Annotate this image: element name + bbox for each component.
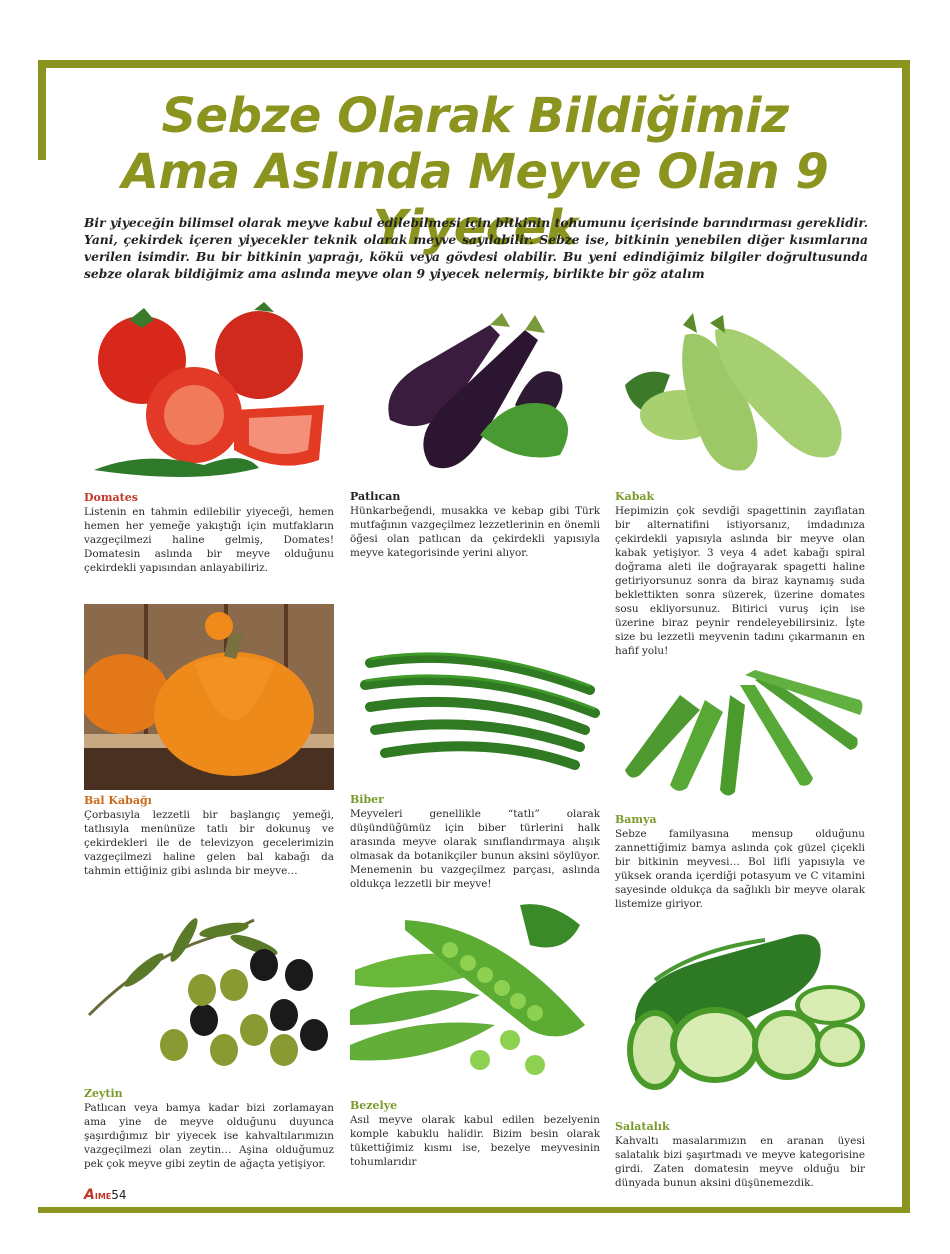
item-title-bal-kabagi: Bal Kabağı bbox=[84, 794, 152, 807]
eggplant-image bbox=[350, 305, 600, 480]
item-title-salatalik: Salatalık bbox=[615, 1120, 670, 1133]
item-text-biber: Meyveleri genellikle “tatlı” olarak düşündüğümüz için biber türlerini halk arasında meyve olarak sınıflandırmaya alışık olmasak da botanikçiler bunun aksini söylüyor. Menemenin bu vazgeçilmez parçası, aslında oldukça lezzetli bir meyve! bbox=[350, 808, 600, 890]
intro-paragraph: Bir yiyeceğin bilimsel olarak meyve kabul edilebilmesi için bitkinin tohumunu içerisinde barındırması gereklidir. Yani, çekirdek içeren yiyecekler teknik olarak meyve sayılabilir. Sebze ise, bitkinin yenebilen diğer kısımlarına verilen isimdir. Bu bir bitkinin yaprağı, kökü veya gövdesi olabilir. Bu yeni edindiğimiz bilgiler doğrultusunda sebze olarak bildiğimiz ama aslında meyve olan 9 yiyecek nelermiş, birlikte bir göz atalım bbox=[84, 215, 868, 281]
pepper-image bbox=[350, 635, 600, 780]
cucumber-image bbox=[615, 920, 865, 1095]
page-title-line-1: Sebze Olarak Bildiğimiz bbox=[161, 88, 789, 144]
item-title-biber: Biber bbox=[350, 793, 384, 806]
item-text-bamya: Sebze familyasına mensup olduğunu zannettiğimiz bamya aslında çok güzel çiçekli bir bitkinin meyvesi… Bol lifli yapısıyla ve yüksek oranda içerdiği potasyum ve C vitamini sayesinde oldukça da sağlıklı bir meyve olarak listemize giriyor. bbox=[615, 828, 865, 910]
logo-letter: A bbox=[84, 1187, 95, 1203]
footer-logo bbox=[84, 1187, 127, 1203]
olive-image bbox=[84, 900, 334, 1080]
tomato-image bbox=[84, 300, 334, 485]
page-number: 54 bbox=[111, 1188, 127, 1202]
item-text-domates: Listenin en tahmin edilebilir yiyeceği, hemen hemen her yemeğe yakıştığı için mutfakların vazgeçilmezi haline gelmiş, Domates! Domatesin aslında bir meyve olduğunu çekirdekli yapısından anlayabiliriz. bbox=[84, 506, 334, 574]
peas-image bbox=[350, 895, 600, 1085]
item-text-patlican: Hünkarbeğendi, musakka ve kebap gibi Türk mutfağının vazgeçilmez lezzetlerinin en önemli öğesi olan patlıcan da çekirdekli yapısıyla meyve kategorisinde yerini alıyor. bbox=[350, 505, 600, 559]
item-title-patlican: Patlıcan bbox=[350, 490, 401, 503]
item-text-kabak: Hepimizin çok sevdiği spagettinin zayıflatan bir alternatifini istiyorsanız, imdadınıza çekirdekli yapısıyla aslında bir meyve olan kabak yetişiyor. 3 veya 4 adet kabağı spiral doğrama aleti ile doğrayarak spagetti haline getiriyorsunuz sonra da biraz kaynamış suda beklettikten sonra süzerek, üzerine domates sosu ekliyorsunuz. Bitirici vuruş için ise üzerine biraz peynir rendeleyebilirsiniz. İşte size bu lezzetli meyvenin tadını çıkarmanın en hafif yolu! bbox=[615, 505, 865, 657]
okra-image bbox=[615, 670, 865, 805]
frame-left-border bbox=[38, 60, 46, 160]
frame-top-border bbox=[38, 60, 910, 68]
logo-ime: IME bbox=[94, 1192, 112, 1201]
item-title-zeytin: Zeytin bbox=[84, 1087, 123, 1100]
item-text-zeytin: Patlıcan veya bamya kadar bizi zorlamayan ama yine de meyve olduğunu duyunca şaşırdığımız bir yiyecek ise kahvaltılarımızın vazgeçilmezi olan zeytin… Aşina olduğumuz pek çok meyve gibi zeytin de ağaçta yetişiyor. bbox=[84, 1102, 334, 1170]
item-title-domates: Domates bbox=[84, 491, 138, 504]
item-text-bezelye: Asıl meyve olarak kabul edilen bezelyenin komple kabuklu halidir. Bizim besin olarak tükettiğimiz kısmı ise, bezelye meyvesinin tohumlarıdır bbox=[350, 1114, 600, 1168]
item-text-salatalik: Kahvaltı masalarımızın en aranan üyesi salatalık bizi şaşırtmadı ve meyve kategorisine girdi. Zaten domatesin meyve olduğu bir dünyada bunun aksini düşünemezdik. bbox=[615, 1135, 865, 1189]
item-title-bezelye: Bezelye bbox=[350, 1099, 398, 1112]
page-title-line-2: Ama Aslında Meyve Olan 9 Yiyecek bbox=[121, 144, 829, 256]
item-title-bamya: Bamya bbox=[615, 813, 657, 826]
zucchini-image bbox=[615, 305, 865, 480]
pumpkin-image bbox=[84, 604, 334, 790]
item-text-bal-kabagi: Çorbasıyla lezzetli bir başlangıç yemeği, tatlısıyla menünüze tatlı bir dokunuş ve çekirdekleri ile de televizyon gecelerimizin vazgeçilmezi haline gelen bal kabağı da tahmin ettiğiniz gibi aslında bir meyve… bbox=[84, 809, 334, 877]
frame-right-border bbox=[902, 60, 910, 1212]
frame-bottom-border bbox=[38, 1207, 910, 1213]
item-title-kabak: Kabak bbox=[615, 490, 655, 503]
